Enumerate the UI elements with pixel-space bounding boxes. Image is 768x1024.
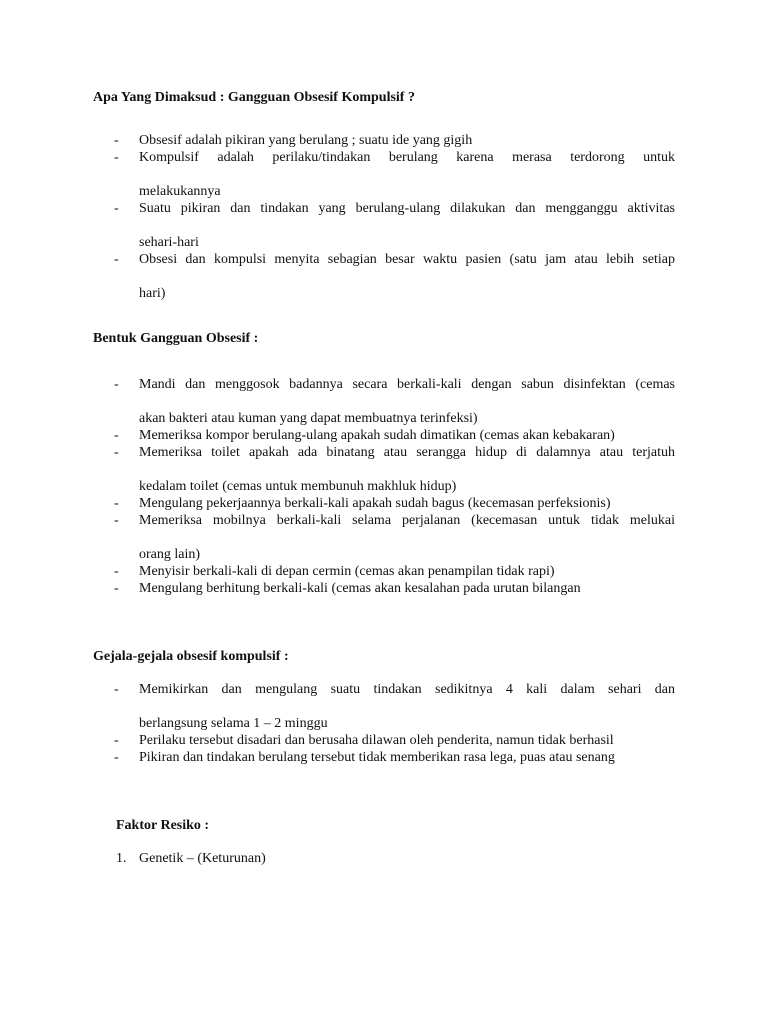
list-item-text: Memeriksa kompor berulang-ulang apakah sudah dimatikan (cemas akan kebakaran) — [139, 428, 615, 443]
section-heading-symptoms: Gejala-gejala obsesif kompulsif : — [93, 649, 289, 664]
section-heading-forms: Bentuk Gangguan Obsesif : — [93, 331, 259, 346]
list-item-text-continuation: sehari-hari — [139, 235, 199, 250]
list-item-text: Genetik – (Keturunan) — [139, 851, 266, 866]
list-item-text-continuation: hari) — [139, 286, 166, 301]
list-item-text: Pikiran dan tindakan berulang tersebut tidak memberikan rasa lega, puas atau senang — [139, 750, 615, 765]
list-item-text: Suatu pikiran dan tindakan yang berulang-ulang dilakukan dan mengganggu aktivitas — [139, 201, 675, 216]
list-item-text: Mandi dan menggosok badannya secara berkali-kali dengan sabun disinfektan (cemas — [139, 377, 675, 392]
list-item-text: Memikirkan dan mengulang suatu tindakan sedikitnya 4 kali dalam sehari dan — [139, 682, 675, 697]
bullet-dash: - — [114, 750, 119, 765]
bullet-dash: - — [114, 682, 119, 697]
list-item-text: Mengulang pekerjaannya berkali-kali apakah sudah bagus (kecemasan perfeksionis) — [139, 496, 611, 511]
list-item-text: Memeriksa toilet apakah ada binatang atau serangga hidup di dalamnya atau terjatuh — [139, 445, 675, 460]
section-heading-risk-factors: Faktor Resiko : — [116, 818, 210, 833]
bullet-dash: - — [114, 150, 119, 165]
list-item-text-continuation: orang lain) — [139, 547, 201, 562]
list-item-text: Obsesi dan kompulsi menyita sebagian besar waktu pasien (satu jam atau lebih setiap — [139, 252, 675, 267]
bullet-dash: - — [114, 581, 119, 596]
bullet-dash: - — [114, 513, 119, 528]
bullet-dash: - — [114, 252, 119, 267]
list-number: 1. — [116, 851, 127, 866]
list-item-text-continuation: berlangsung selama 1 – 2 minggu — [139, 716, 328, 731]
bullet-dash: - — [114, 133, 119, 148]
list-item-text: Memeriksa mobilnya berkali-kali selama perjalanan (kecemasan untuk tidak melukai — [139, 513, 675, 528]
bullet-dash: - — [114, 445, 119, 460]
bullet-dash: - — [114, 377, 119, 392]
list-item-text: Kompulsif adalah perilaku/tindakan berulang karena merasa terdorong untuk — [139, 150, 675, 165]
list-item-text: Menyisir berkali-kali di depan cermin (cemas akan penampilan tidak rapi) — [139, 564, 555, 579]
bullet-dash: - — [114, 564, 119, 579]
list-item-text-continuation: melakukannya — [139, 184, 221, 199]
bullet-dash: - — [114, 496, 119, 511]
section-heading-definition: Apa Yang Dimaksud : Gangguan Obsesif Kompulsif ? — [93, 90, 415, 105]
list-item-text: Perilaku tersebut disadari dan berusaha dilawan oleh penderita, namun tidak berhasil — [139, 733, 614, 748]
list-item-text: Obsesif adalah pikiran yang berulang ; suatu ide yang gigih — [139, 133, 473, 148]
bullet-dash: - — [114, 733, 119, 748]
bullet-dash: - — [114, 201, 119, 216]
bullet-dash: - — [114, 428, 119, 443]
list-item-text-continuation: akan bakteri atau kuman yang dapat membuatnya terinfeksi) — [139, 411, 478, 426]
list-item-text: Mengulang berhitung berkali-kali (cemas akan kesalahan pada urutan bilangan — [139, 581, 581, 596]
list-item-text-continuation: kedalam toilet (cemas untuk membunuh makhluk hidup) — [139, 479, 457, 494]
